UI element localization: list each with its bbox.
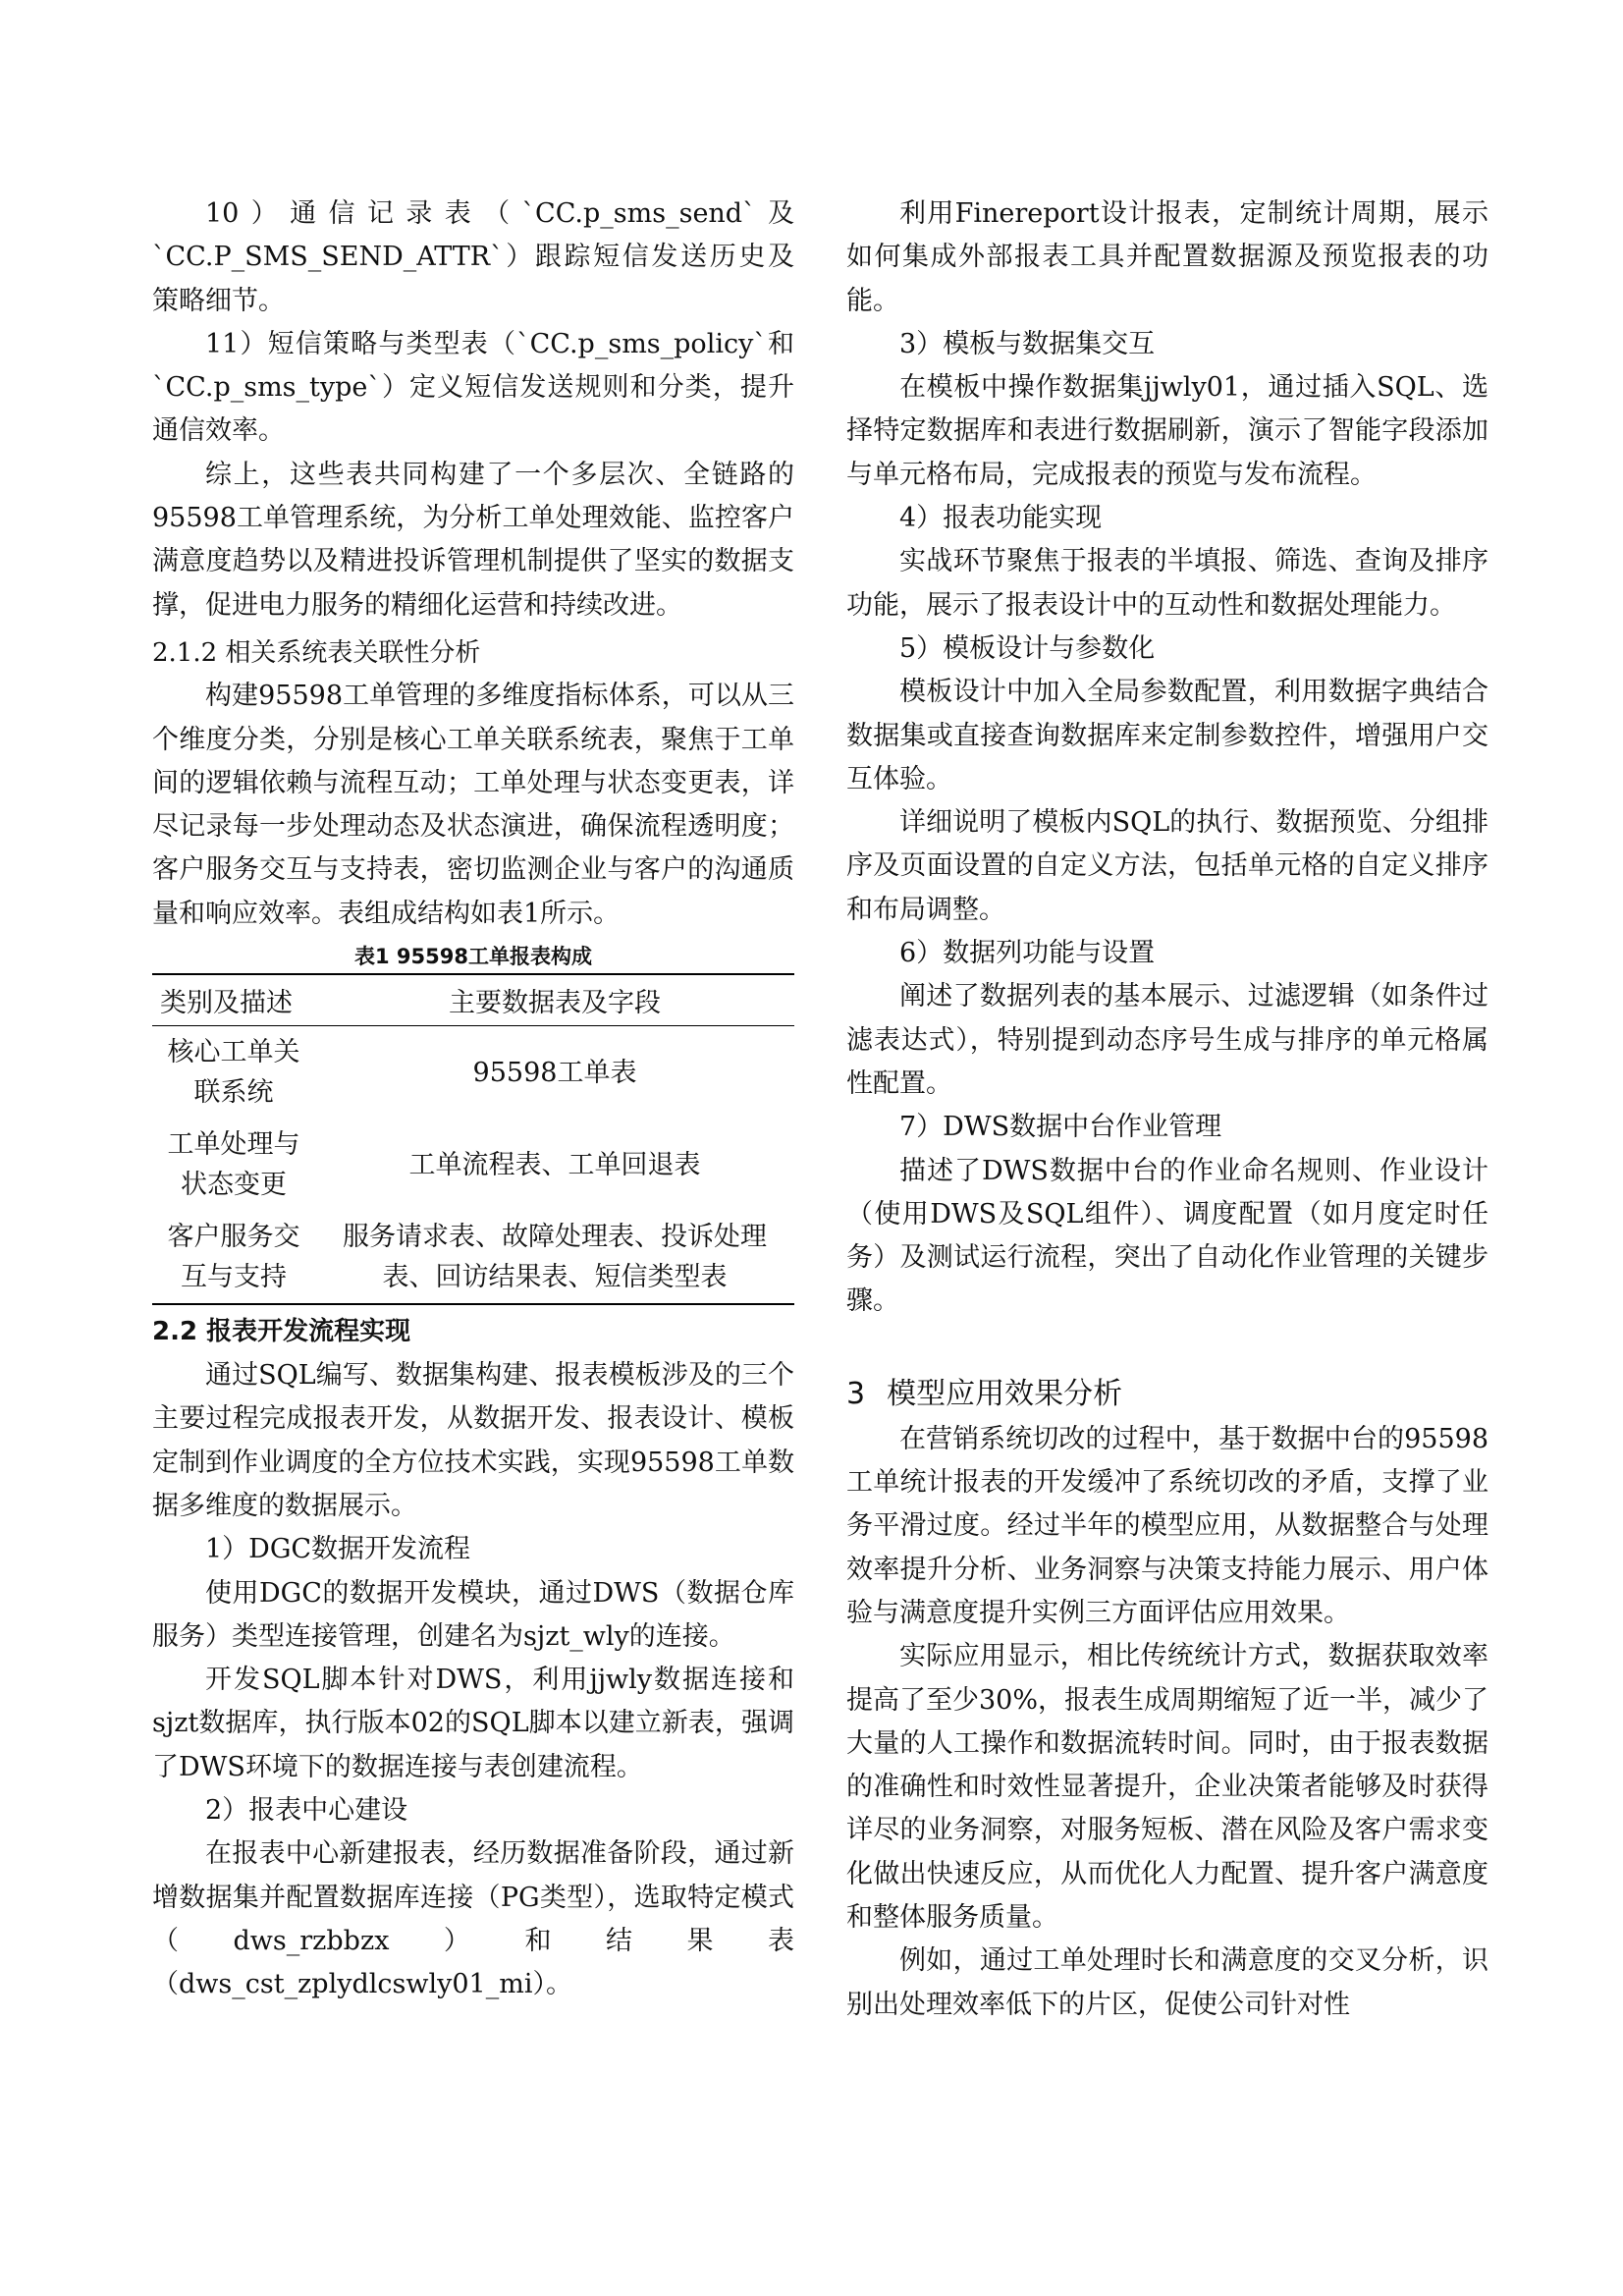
table-cell-tables: 服务请求表、故障处理表、投诉处理表、回访结果表、短信类型表 <box>315 1211 794 1304</box>
table-header-tables: 主要数据表及字段 <box>315 974 794 1026</box>
table-cell-tables: 工单流程表、工单回退表 <box>408 1149 701 1180</box>
paragraph-step-5-b: 详细说明了模板内SQL的执行、数据预览、分组排序及页面设置的自定义方法，包括单元格的自定义排序和布局调整。 <box>846 807 1488 925</box>
table-caption: 表1 95598工单报表构成 <box>354 945 592 969</box>
left-column <box>152 192 794 2007</box>
paragraph-step-3: 在模板中操作数据集jjwly01，通过插入SQL、选择特定数据库和表进行数据刷新，演示了智能字段添加与单元格布局，完成报表的预览与发布流程。 <box>846 372 1488 490</box>
paragraph-step-1-a: 使用DGC的数据开发模块，通过DWS（数据仓库服务）类型连接管理，创建名为sjzt_wly的连接。 <box>152 1577 794 1652</box>
step-7-title: 7）DWS数据中台作业管理 <box>899 1112 1222 1143</box>
step-3-title: 3）模板与数据集交互 <box>899 328 1156 359</box>
paragraph-step-2-a: 在报表中心新建报表，经历数据准备阶段，通过新增数据集并配置数据库连接（PG类型），选取特定模式（dws_rzbbzx）和结果表（dws_cst_zplydlcswly01_mi）。 <box>152 1838 794 2000</box>
step-2-title: 2）报表中心建设 <box>205 1795 408 1827</box>
report-composition-table <box>152 973 794 1305</box>
right-column <box>846 192 1488 2027</box>
paragraph-section-3-a: 在营销系统切改的过程中，基于数据中台的95598工单统计报表的开发缓冲了系统切改的矛盾，支撑了业务平滑过度。经过半年的模型应用，从数据整合与处理效率提升分析、业务洞察与决策支持能力展示、用户体验与满意度提升实例三方面评估应用效果。 <box>846 1423 1488 1628</box>
paragraph-step-7: 描述了DWS数据中台的作业命名规则、作业设计（使用DWS及SQL组件）、调度配置（如月度定时任务）及测试运行流程，突出了自动化作业管理的关键步骤。 <box>846 1155 1488 1317</box>
section-2-2-heading: 2.2 报表开发流程实现 <box>152 1317 411 1347</box>
step-6-title: 6）数据列功能与设置 <box>899 938 1156 969</box>
paragraph-section-2-2: 通过SQL编写、数据集构建、报表模板涉及的三个主要过程完成报表开发，从数据开发、报表设计、模板定制到作业调度的全方位技术实践，实现95598工单数据多维度的数据展示。 <box>152 1360 794 1521</box>
step-1-title: 1）DGC数据开发流程 <box>205 1534 471 1565</box>
table-cell-category: 客户服务交互与支持 <box>152 1211 315 1304</box>
table-cell-tables: 95598工单表 <box>472 1057 637 1088</box>
section-2-1-2-heading: 2.1.2 相关系统表关联性分析 <box>152 637 481 668</box>
table-cell-category: 核心工单关联系统 <box>167 1037 300 1109</box>
table-row <box>152 1026 794 1120</box>
paragraph-sms-record-table: 10）通信记录表（`CC.p_sms_send`及`CC.P_SMS_SEND_ATTR`）跟踪短信发送历史及策略细节。 <box>152 198 794 316</box>
paragraph-step-6: 阐述了数据列表的基本展示、过滤逻辑（如条件过滤表达式），特别提到动态序号生成与排序的单元格属性配置。 <box>846 981 1488 1099</box>
paragraph-step-2-b: 利用Finereport设计报表，定制统计周期，展示如何集成外部报表工具并配置数据源及预览报表的功能。 <box>846 198 1488 316</box>
step-4-title: 4）报表功能实现 <box>899 503 1103 534</box>
paragraph-section-3-b: 实际应用显示，相比传统统计方式，数据获取效率提高了至少30%，报表生成周期缩短了近一半，减少了大量的人工操作和数据流转时间。同时，由于报表数据的准确性和时效性显著提升，企业决策者能够及时获得详尽的业务洞察，对服务短板、潜在风险及客户需求变化做出快速反应，从而优化人力配置、提升客户满意度和整体服务质量。 <box>846 1641 1489 1933</box>
table-header-category: 类别及描述 <box>152 974 315 1026</box>
table-cell-category: 工单处理与状态变更 <box>167 1129 300 1201</box>
paragraph-section-2-1-2: 构建95598工单管理的多维度指标体系，可以从三个维度分类，分别是核心工单关联系统表，聚焦于工单间的逻辑依赖与流程互动；工单处理与状态变更表，详尽记录每一步处理动态及状态演进，确保流程透明度；客户服务交互与支持表，密切监测企业与客户的沟通质量和响应效率。表组成结构如表1所示。 <box>152 681 794 929</box>
table-row <box>152 1211 794 1304</box>
step-5-title: 5）模板设计与参数化 <box>899 632 1156 664</box>
section-3-title: 模型应用效果分析 <box>887 1376 1123 1411</box>
paragraph-step-4: 实战环节聚焦于报表的半填报、筛选、查询及排序功能，展示了报表设计中的互动性和数据处理能力。 <box>846 546 1488 621</box>
section-3-number: 3 <box>846 1376 866 1411</box>
paragraph-step-1-b: 开发SQL脚本针对DWS，利用jjwly数据连接和sjzt数据库，执行版本02的SQL脚本以建立新表，强调了DWS环境下的数据连接与表创建流程。 <box>152 1665 794 1782</box>
section-3-heading <box>846 1373 1488 1416</box>
table-row <box>152 1119 794 1211</box>
paragraph-sms-policy-table: 11）短信策略与类型表（`CC.p_sms_policy`和`CC.p_sms_type`）定义短信发送规则和分类，提升通信效率。 <box>152 328 794 447</box>
paragraph-section-3-c: 例如，通过工单处理时长和满意度的交叉分析，识别出处理效率低下的片区，促使公司针对性 <box>846 1945 1488 2020</box>
paragraph-step-5-a: 模板设计中加入全局参数配置，利用数据字典结合数据集或直接查询数据库来定制参数控件，增强用户交互体验。 <box>846 677 1488 794</box>
paragraph-summary: 综上，这些表共同构建了一个多层次、全链路的95598工单管理系统，为分析工单处理效能、监控客户满意度趋势以及精进投诉管理机制提供了坚实的数据支撑，促进电力服务的精细化运营和持续改进。 <box>152 459 794 621</box>
